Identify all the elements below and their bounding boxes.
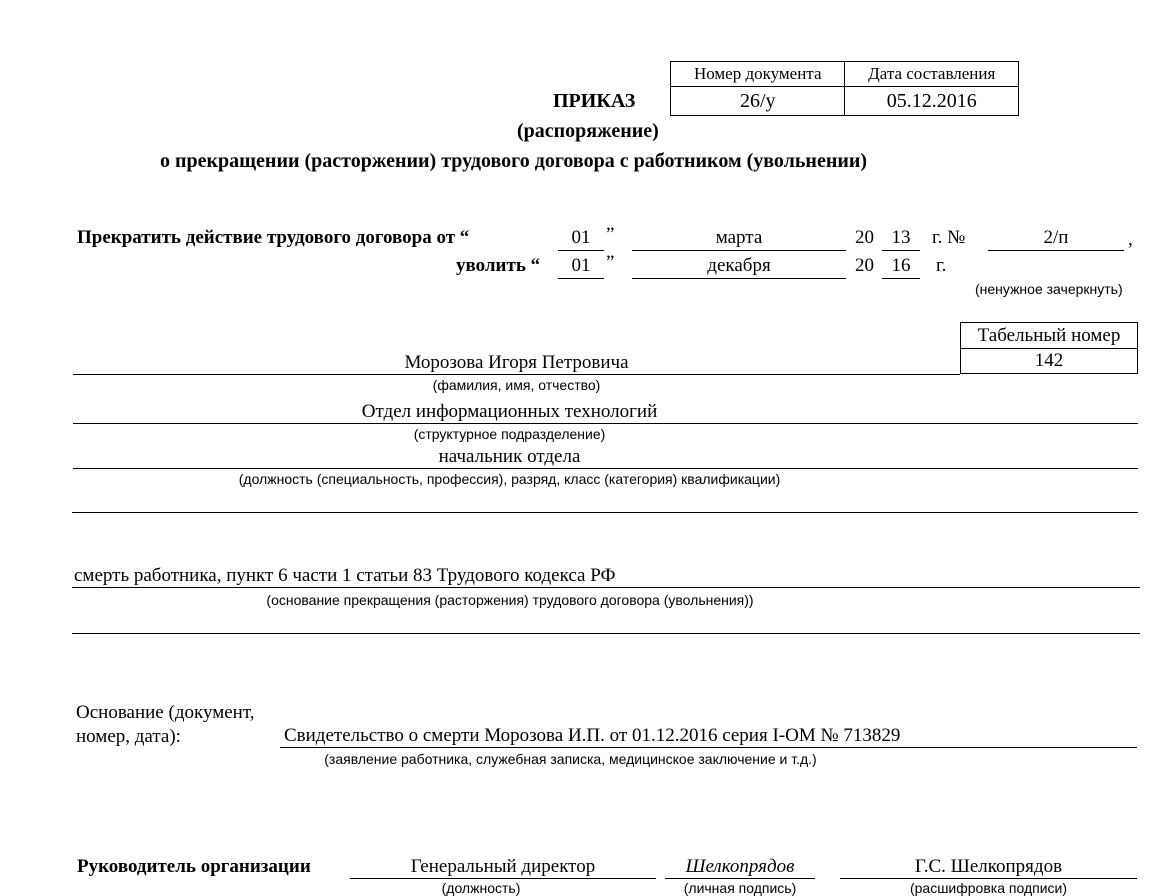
contract-month: марта xyxy=(715,227,763,248)
head-position: Генеральный директор xyxy=(410,856,596,877)
contract-number: 2/п xyxy=(1043,227,1069,248)
contract-day: 01 xyxy=(571,227,591,248)
dismiss-label: уволить “ xyxy=(456,255,541,276)
dismiss-century: 20 xyxy=(855,255,874,276)
department-hint: (структурное подразделение) xyxy=(413,426,606,442)
head-decoded-hint: (расшифровка подписи) xyxy=(909,880,1068,896)
dismiss-year-suffix: г. xyxy=(936,255,947,276)
position-line xyxy=(73,468,1138,469)
head-decoded-name: Г.С. Шелкопрядов xyxy=(914,856,1063,877)
dismiss-year-line xyxy=(882,278,920,279)
contract-year-suffix: г. № xyxy=(932,227,966,248)
personnel-number-table xyxy=(960,322,1138,374)
contract-century: 20 xyxy=(855,227,874,248)
basis-document: Свидетельство о смерти Морозова И.П. от 01.12.2016 серия I-ОМ № 713829 xyxy=(284,725,901,746)
employee-full-name: Морозова Игоря Петровича xyxy=(404,352,629,373)
strike-hint: (ненужное зачеркнуть) xyxy=(975,281,1123,297)
head-of-organization-label: Руководитель организации xyxy=(77,856,311,877)
termination-grounds: смерть работника, пункт 6 части 1 статьи 83 Трудового кодекса РФ xyxy=(74,565,616,586)
dismiss-month: декабря xyxy=(707,255,771,276)
dismiss-day-line xyxy=(558,278,604,279)
basis-hint: (заявление работника, служебная записка, медицинское заключение и т.д.) xyxy=(324,751,817,767)
head-position-hint: (должность) xyxy=(441,880,521,896)
dismiss-year: 16 xyxy=(891,255,911,276)
employee-position: начальник отдела xyxy=(438,446,581,467)
contract-month-line xyxy=(632,250,846,251)
head-position-line xyxy=(350,878,656,879)
position-extra-line xyxy=(72,512,1138,513)
dismiss-day: 01 xyxy=(571,255,591,276)
document-date-value: 05.12.2016 xyxy=(845,87,1019,116)
contract-year-line xyxy=(882,250,920,251)
personnel-number-header: Табельный номер xyxy=(961,323,1138,349)
head-signature: Шелкопрядов xyxy=(685,856,795,877)
document-info-table xyxy=(670,61,1019,116)
dismiss-month-line xyxy=(632,278,846,279)
order-title: ПРИКАЗ xyxy=(553,90,636,112)
head-signature-line xyxy=(665,878,815,879)
contract-day-line xyxy=(558,250,604,251)
document-number-value: 26/у xyxy=(671,87,845,116)
grounds-hint: (основание прекращения (расторжения) трудового договора (увольнения)) xyxy=(266,592,754,608)
contract-year: 13 xyxy=(891,227,911,248)
employee-name-hint: (фамилия, имя, отчество) xyxy=(432,377,601,393)
basis-label-line2: номер, дата): xyxy=(76,726,181,747)
grounds-line xyxy=(72,587,1140,588)
order-subject: о прекращении (расторжении) трудового договора с работником (увольнении) xyxy=(160,150,868,172)
contract-number-line xyxy=(988,250,1124,251)
department-line xyxy=(73,423,1138,424)
position-hint: (должность (специальность, профессия), разряд, класс (категория) квалификации) xyxy=(238,471,781,487)
head-decoded-line xyxy=(840,878,1137,879)
contract-day-quote: ” xyxy=(606,224,615,245)
contract-comma: , xyxy=(1128,229,1133,250)
dismiss-day-quote: ” xyxy=(606,252,615,273)
document-number-header: Номер документа xyxy=(671,62,845,87)
employee-department: Отдел информационных технологий xyxy=(361,401,658,422)
personnel-number-value: 142 xyxy=(961,349,1138,374)
employee-name-line xyxy=(73,374,960,375)
order-subtitle: (распоряжение) xyxy=(517,120,659,142)
basis-line xyxy=(280,747,1137,748)
terminate-contract-label: Прекратить действие трудового договора от “ xyxy=(77,227,470,248)
grounds-extra-line xyxy=(72,633,1140,634)
head-signature-hint: (личная подпись) xyxy=(683,880,797,896)
document-date-header: Дата составления xyxy=(845,62,1019,87)
basis-label-line1: Основание (документ, xyxy=(76,702,255,723)
